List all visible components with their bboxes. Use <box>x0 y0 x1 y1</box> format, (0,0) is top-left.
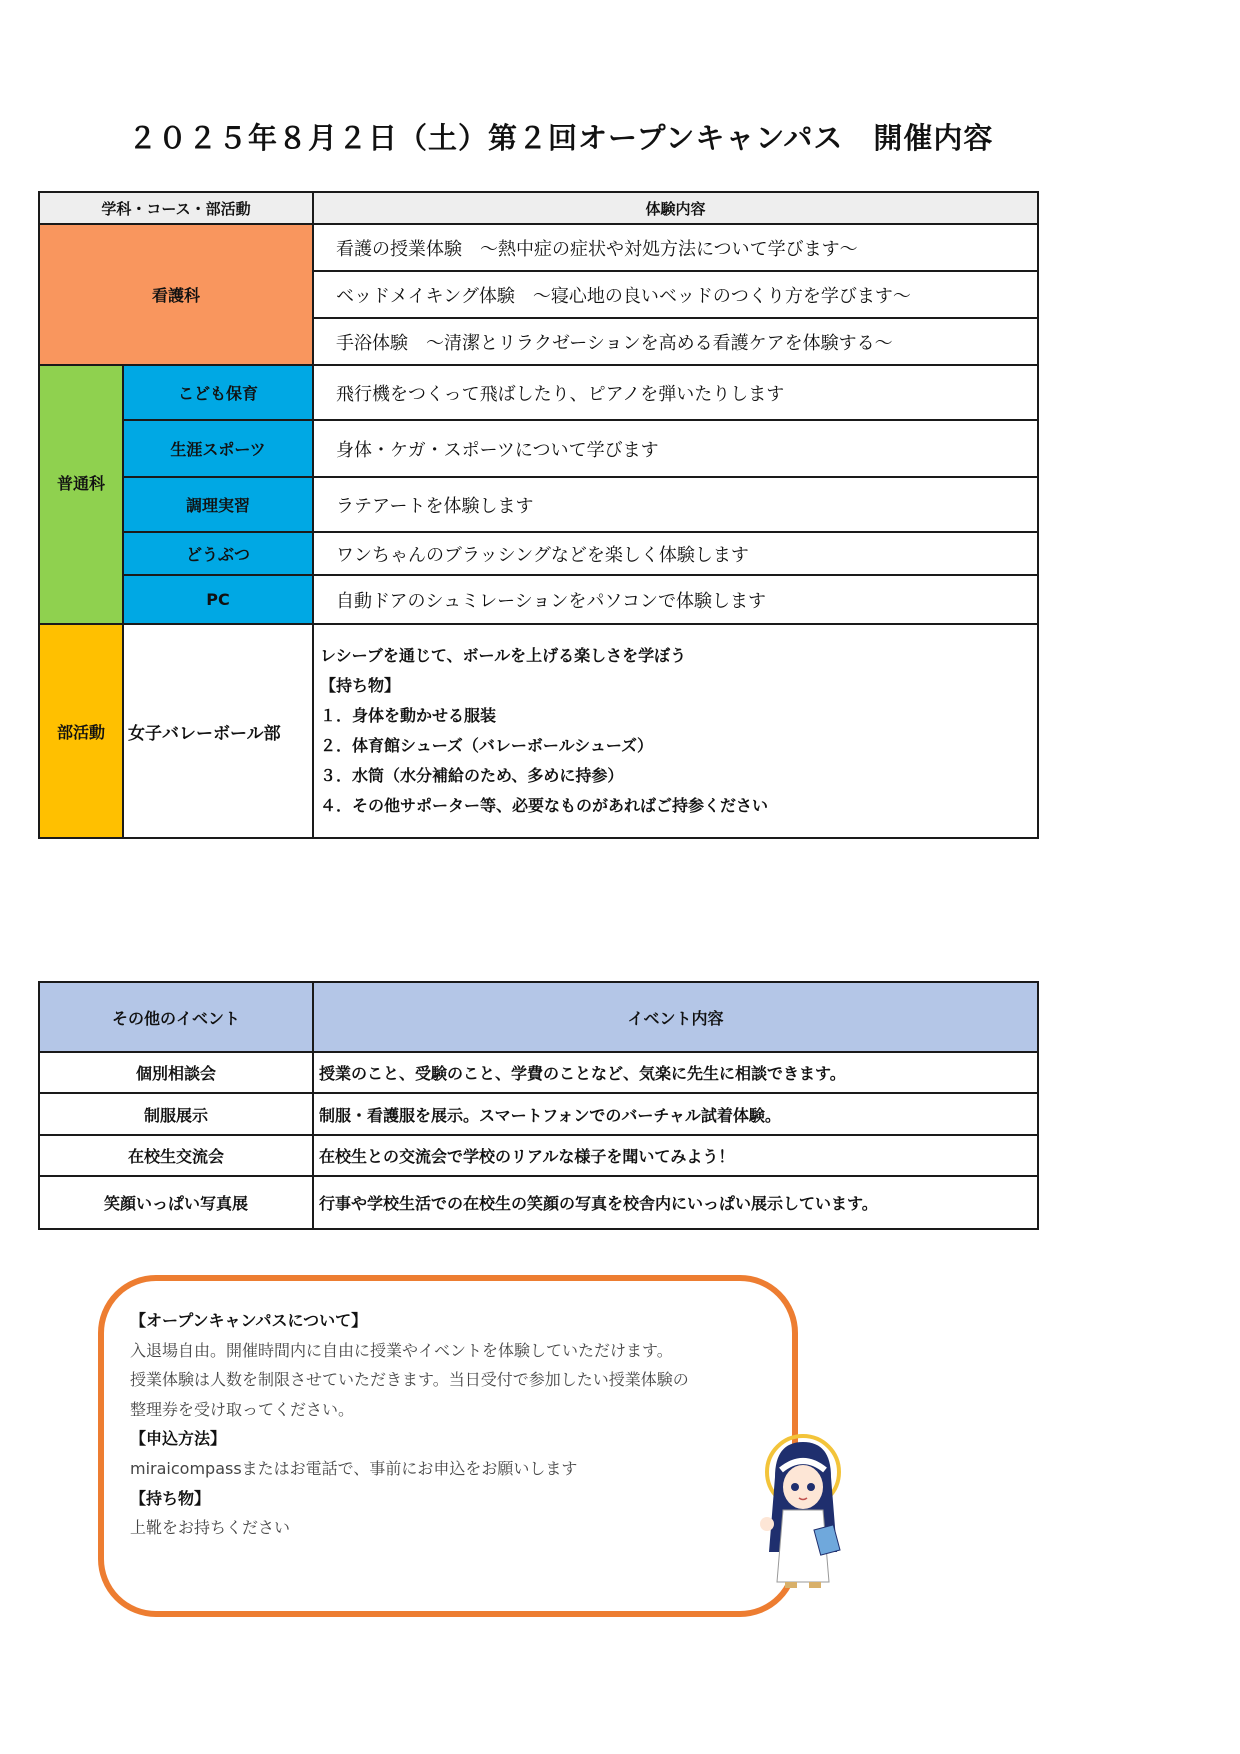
event-content: 制服・看護服を展示。スマートフォンでのバーチャル試着体験。 <box>313 1093 1038 1135</box>
course-content: 身体・ケガ・スポーツについて学びます <box>313 420 1038 477</box>
course-content: ラテアートを体験します <box>313 477 1038 532</box>
course-name: こども保育 <box>123 365 313 420</box>
club-line: ４．その他サポーター等、必要なものがあればご持参ください <box>320 796 769 815</box>
table-row <box>39 532 1038 575</box>
course-name: 調理実習 <box>123 477 313 532</box>
course-content: ワンちゃんのブラッシングなどを楽しく体験します <box>313 532 1038 575</box>
events-table-header <box>39 982 1038 1052</box>
open-campus-info-box <box>98 1275 798 1617</box>
club-line: ２．体育館シューズ（バレーボールシューズ） <box>320 736 654 755</box>
course-content: 自動ドアのシュミレーションをパソコンで体験します <box>313 575 1038 624</box>
header-content: 体験内容 <box>313 192 1038 224</box>
program-table-header <box>39 192 1038 224</box>
table-row <box>39 1135 1038 1176</box>
nursing-item: ベッドメイキング体験 ～寝心地の良いベッドのつくり方を学びます～ <box>313 271 1038 318</box>
table-row <box>39 365 1038 420</box>
table-row <box>39 624 1038 838</box>
table-row <box>39 575 1038 624</box>
info-text: miraicompassまたはお電話で、事前にお申込をお願いします <box>130 1458 578 1478</box>
header-event: その他のイベント <box>39 982 313 1052</box>
info-heading-bring: 【持ち物】 <box>130 1488 211 1508</box>
event-name: 在校生交流会 <box>39 1135 313 1176</box>
header-department: 学科・コース・部活動 <box>39 192 313 224</box>
events-table <box>38 981 1039 1230</box>
event-content: 授業のこと、受験のこと、学費のことなど、気楽に先生に相談できます。 <box>313 1052 1038 1093</box>
nursing-item: 手浴体験 ～清潔とリラクゼーションを高める看護ケアを体験する～ <box>313 318 1038 365</box>
table-row <box>39 1176 1038 1229</box>
event-name: 制服展示 <box>39 1093 313 1135</box>
dept-club: 部活動 <box>39 624 123 838</box>
club-name: 女子バレーボール部 <box>123 624 313 838</box>
event-name: 個別相談会 <box>39 1052 313 1093</box>
event-content: 在校生との交流会で学校のリアルな様子を聞いてみよう！ <box>313 1135 1038 1176</box>
course-name: 生涯スポーツ <box>123 420 313 477</box>
info-text: 上靴をお持ちください <box>130 1518 291 1538</box>
table-row <box>39 420 1038 477</box>
club-line: レシーブを通じて、ボールを上げる楽しさを学ぼう <box>320 646 687 665</box>
table-row <box>39 477 1038 532</box>
dept-nursing: 看護科 <box>39 224 313 365</box>
event-name: 笑顔いっぱい写真展 <box>39 1176 313 1229</box>
course-content: 飛行機をつくって飛ばしたり、ピアノを弾いたりします <box>313 365 1038 420</box>
nun-mascot-icon <box>755 1432 850 1592</box>
course-name: PC <box>123 575 313 624</box>
info-text: 入退場自由。開催時間内に自由に授業やイベントを体験していただけます。 <box>130 1340 673 1360</box>
club-line: ３．水筒（水分補給のため、多めに持参） <box>320 766 624 785</box>
dept-general-label: 普通科 <box>56 474 105 493</box>
info-heading-about: 【オープンキャンパスについて】 <box>130 1311 368 1330</box>
event-content: 行事や学校生活での在校生の笑顔の写真を校舎内にいっぱい展示しています。 <box>313 1176 1038 1229</box>
table-row <box>39 1093 1038 1135</box>
header-event-content: イベント内容 <box>313 982 1038 1052</box>
program-table <box>38 191 1039 839</box>
table-row <box>39 1052 1038 1093</box>
table-row <box>39 224 1038 271</box>
dept-general <box>39 365 123 624</box>
club-line: １．身体を動かせる服装 <box>320 706 497 725</box>
info-text: 授業体験は人数を制限させていただきます。当日受付で参加したい授業体験の <box>130 1370 689 1390</box>
info-text: 整理券を受け取ってください。 <box>130 1399 355 1419</box>
course-name: どうぶつ <box>123 532 313 575</box>
info-heading-apply: 【申込方法】 <box>130 1429 227 1449</box>
club-content <box>313 624 1038 838</box>
page-title: ２０２５年８月２日（土）第２回オープンキャンパス 開催内容 <box>128 121 994 155</box>
nursing-item: 看護の授業体験 ～熱中症の症状や対処方法について学びます～ <box>313 224 1038 271</box>
info-lines <box>130 1306 689 1543</box>
club-line: 【持ち物】 <box>320 676 401 695</box>
